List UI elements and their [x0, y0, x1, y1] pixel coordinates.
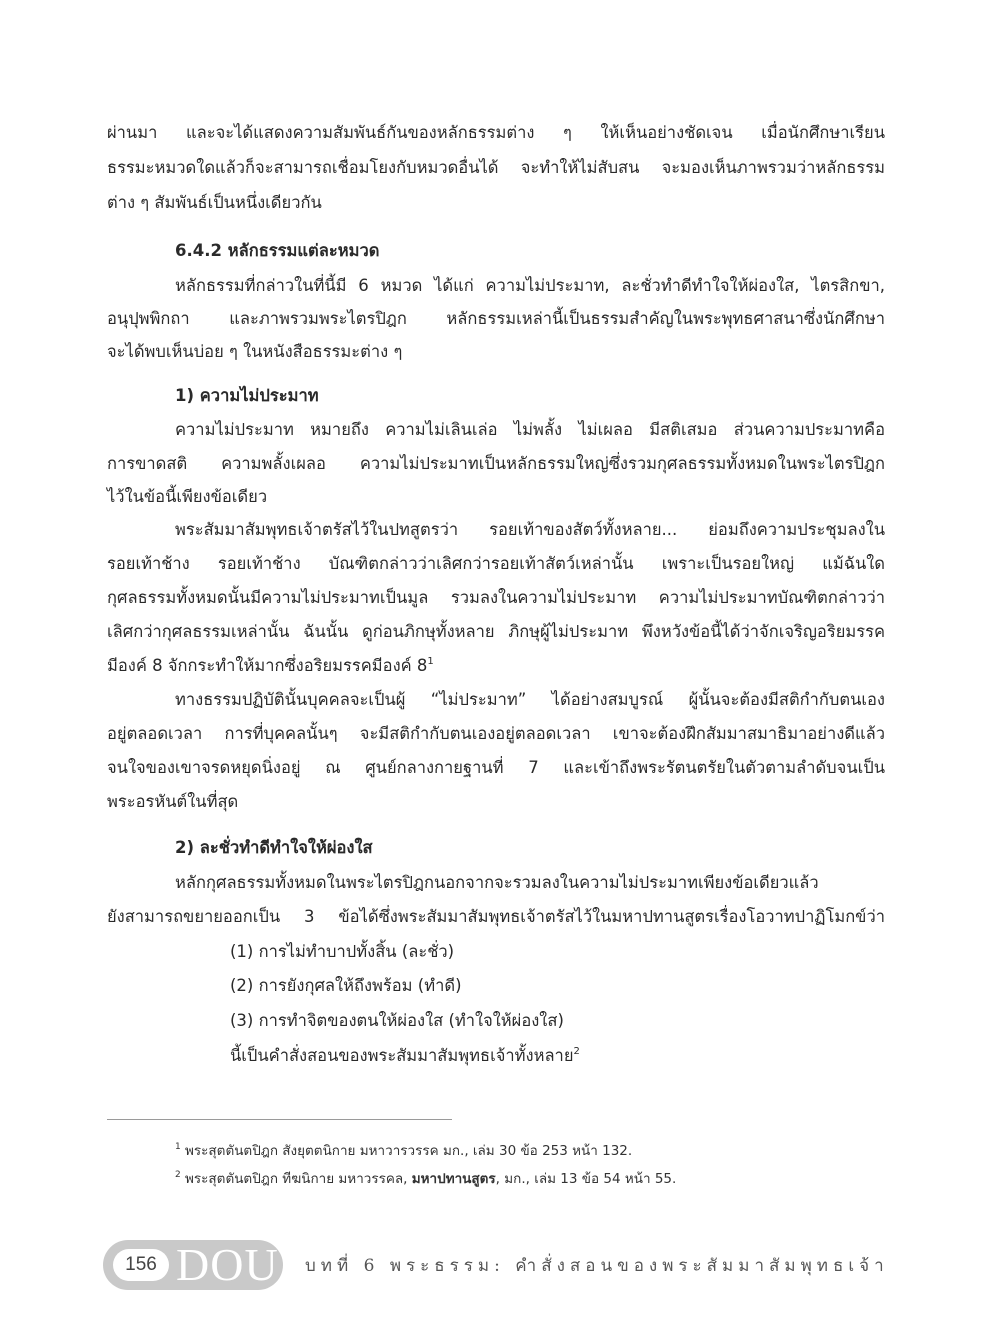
footnote-mark: 1 — [175, 1142, 181, 1152]
paragraph-line: อยู่ตลอดเวลา การที่บุคคลนั้นๆ จะมีสติกำกับตนเองอยู่ตลอดเวลา เขาจะต้องฝึกสัมมาสมาธิมาอย่างดีแล้ว — [107, 724, 885, 743]
subheading-2: 2) ละชั่วทำดีทำใจให้ผ่องใส — [175, 838, 373, 857]
paragraph-line: อนุปุพพิกถา และภาพรวมพระไตรปิฎก หลักธรรมเหล่านี้เป็นธรรมสำคัญในพระพุทธศาสนาซึ่งนักศึกษา — [107, 309, 885, 328]
paragraph-line: จะได้พบเห็นบ่อย ๆ ในหนังสือธรรมะต่าง ๆ — [107, 342, 403, 361]
footnote-mark: 2 — [175, 1170, 181, 1180]
footnote-text: พระสุตตันตปิฎก สังยุตตนิกาย มหาวารวรรค มก., เล่ม 30 ข้อ 253 หน้า 132. — [185, 1143, 633, 1159]
footnote-bold-title: มหาปทานสูตร — [411, 1171, 496, 1187]
page-number: 156 — [113, 1249, 169, 1281]
footnote-text: พระสุตตันตปิฎก ทีฆนิกาย มหาวรรคล, — [185, 1171, 412, 1187]
section-heading: 6.4.2 หลักธรรมแต่ละหมวด — [175, 241, 380, 260]
running-title: บทที่ 6 พระธรรม: คำสั่งสอนของพระสัมมาสัมพุทธเจ้า — [305, 1256, 889, 1276]
list-item: (2) การยังกุศลให้ถึงพร้อม (ทำดี) — [230, 976, 462, 995]
footnote-divider — [107, 1119, 452, 1120]
paragraph-line: ผ่านมา และจะได้แสดงความสัมพันธ์กันของหลักธรรมต่าง ๆ ให้เห็นอย่างชัดเจน เมื่อนักศึกษาเรียน — [107, 123, 885, 142]
footnote-1 — [175, 1140, 632, 1162]
paragraph-line: ต่าง ๆ สัมพันธ์เป็นหนึ่งเดียวกัน — [107, 193, 322, 212]
paragraph-line: ยังสามารถขยายออกเป็น 3 ข้อได้ซึ่งพระสัมมาสัมพุทธเจ้าตรัสไว้ในมหาปทานสูตรเรื่องโอวาทปาฏิโมกข์ว่า — [107, 907, 885, 926]
footnote-text: , มก., เล่ม 13 ข้อ 54 หน้า 55. — [495, 1171, 677, 1187]
paragraph-line: พระสัมมาสัมพุทธเจ้าตรัสไว้ในปทสูตรว่า รอยเท้าของสัตว์ทั้งหลาย... ย่อมถึงความประชุมลงใน — [175, 520, 885, 539]
paragraph-text: มีองค์ 8 จักกระทำให้มากซึ่งอริยมรรคมีองค์ 8 — [107, 656, 428, 675]
footnote-ref-1[interactable]: 1 — [427, 656, 434, 667]
paragraph-line: การขาดสติ ความพลั้งเผลอ ความไม่ประมาทเป็นหลักธรรมใหญ่ซึ่งรวมกุศลธรรมทั้งหมดในพระไตรปิฎก — [107, 454, 885, 473]
paragraph-line: หลักธรรมที่กล่าวในที่นี้มี 6 หมวด ได้แก่ ความไม่ประมาท, ละชั่วทำดีทำใจให้ผ่องใส, ไตรสิกขา, — [175, 276, 885, 295]
paragraph-line: จนใจของเขาจรดหยุดนิ่งอยู่ ณ ศูนย์กลางกายฐานที่ 7 และเข้าถึงพระรัตนตรัยในตัวตามลำดับจนเป็น — [107, 758, 885, 777]
paragraph-line — [230, 1041, 885, 1071]
list-item: (1) การไม่ทำบาปทั้งสิ้น (ละชั่ว) — [230, 942, 455, 961]
list-item: (3) การทำจิตของตนให้ผ่องใส (ทำใจให้ผ่องใส) — [230, 1011, 564, 1030]
paragraph-line: ทางธรรมปฏิบัตินั้นบุคคลจะเป็นผู้ “ไม่ประมาท” ได้อย่างสมบูรณ์ ผู้นั้นจะต้องมีสติกำกับตนเอง — [175, 690, 885, 709]
paragraph-line: พระอรหันต์ในที่สุด — [107, 792, 239, 811]
paragraph-line: รอยเท้าช้าง รอยเท้าช้าง บัณฑิตกล่าวว่าเลิศกว่ารอยเท้าสัตว์เหล่านั้น เพราะเป็นรอยใหญ่ แม้ฉันใด — [107, 554, 885, 573]
subheading-1: 1) ความไม่ประมาท — [175, 386, 319, 405]
paragraph-line: เลิศกว่ากุศลธรรมเหล่านั้น ฉันนั้น ดูก่อนภิกษุทั้งหลาย ภิกษุผู้ไม่ประมาท พึงหวังข้อนี้ได้ว่าจักเจริญอริยมรรค — [107, 622, 885, 641]
paragraph-line: กุศลธรรมทั้งหมดนั้นมีความไม่ประมาทเป็นมูล รวมลงในความไม่ประมาท ความไม่ประมาทบัณฑิตกล่าวว่า — [107, 588, 885, 607]
footnote-2 — [175, 1168, 676, 1190]
paragraph-line: ความไม่ประมาท หมายถึง ความไม่เลินเล่อ ไม่พลั้ง ไม่เผลอ มีสติเสมอ ส่วนความประมาทคือ — [175, 420, 885, 439]
footnote-ref-2[interactable]: 2 — [573, 1046, 580, 1057]
paragraph-line — [107, 651, 885, 681]
paragraph-text: นี้เป็นคำสั่งสอนของพระสัมมาสัมพุทธเจ้าทั้งหลาย — [230, 1046, 574, 1065]
paragraph-line: ธรรมะหมวดใดแล้วก็จะสามารถเชื่อมโยงกับหมวดอื่นได้ จะทำให้ไม่สับสน จะมองเห็นภาพรวมว่าหลักธรรม — [107, 158, 885, 177]
paragraph-line: ไว้ในข้อนี้เพียงข้อเดียว — [107, 487, 268, 506]
dou-logo: DOU — [176, 1239, 279, 1290]
paragraph-line: หลักกุศลธรรมทั้งหมดในพระไตรปิฎกนอกจากจะรวมลงในความไม่ประมาทเพียงข้อเดียวแล้ว — [175, 873, 819, 892]
